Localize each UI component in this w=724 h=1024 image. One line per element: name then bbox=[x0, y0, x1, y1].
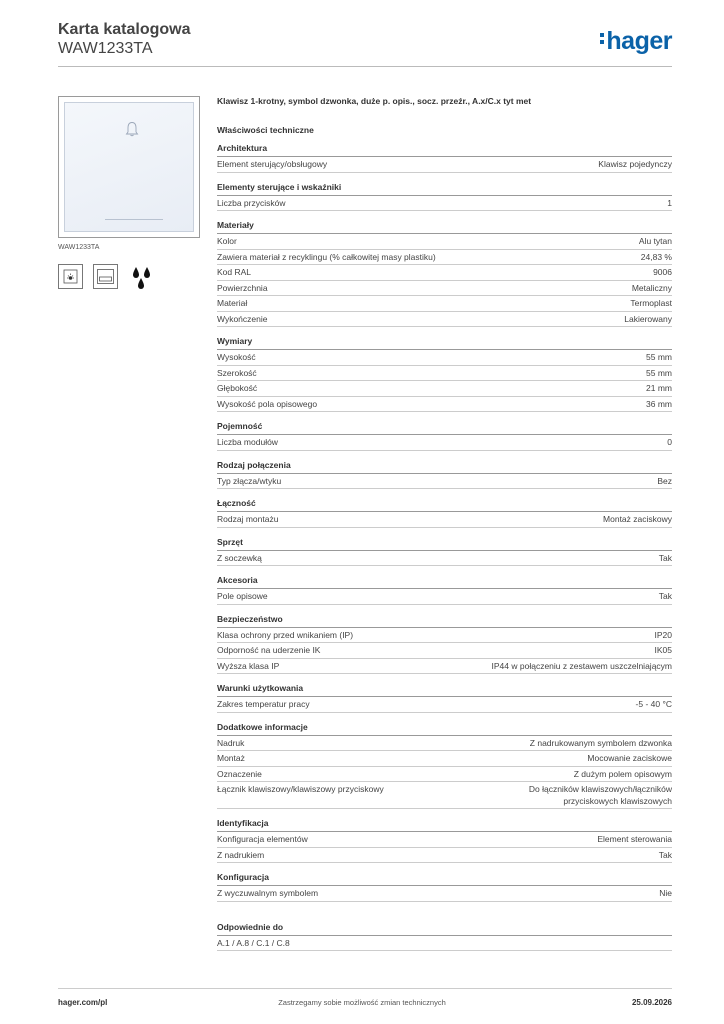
spec-value: Lakierowany bbox=[624, 313, 672, 324]
spec-row bbox=[217, 751, 672, 767]
section-heading: Rodzaj połączenia bbox=[217, 460, 672, 474]
spec-key: Kolor bbox=[217, 236, 237, 246]
spec-value: IP20 bbox=[654, 629, 672, 640]
spec-section bbox=[217, 143, 672, 173]
spec-value: Element sterowania bbox=[597, 834, 672, 844]
section-heading: Warunki użytkowania bbox=[217, 683, 672, 697]
spec-section bbox=[217, 683, 672, 713]
spec-value: 1 bbox=[667, 197, 672, 208]
spec-key: Pole opisowe bbox=[217, 591, 268, 601]
spec-key: Konfiguracja elementów bbox=[217, 834, 308, 844]
spec-section bbox=[217, 460, 672, 490]
label-field-icon bbox=[93, 264, 118, 289]
spec-value: IP44 w połączeniu z zestawem uszczelniającym bbox=[491, 660, 672, 671]
spec-value: Termoplast bbox=[630, 298, 672, 308]
spec-section bbox=[217, 498, 672, 528]
spec-value: Metaliczny bbox=[631, 282, 672, 293]
section-heading: Konfiguracja bbox=[217, 872, 672, 886]
suitable-value: A.1 / A.8 / C.1 / C.8 bbox=[217, 937, 290, 948]
spec-row bbox=[217, 435, 672, 451]
spec-key: Klasa ochrony przed wnikaniem (IP) bbox=[217, 629, 354, 640]
spec-row bbox=[217, 234, 672, 250]
spec-value: Tak bbox=[658, 591, 672, 601]
product-description: Klawisz 1-krotny, symbol dzwonka, duże p. opis., socz. przeźr., A.x/C.x tyt met bbox=[217, 96, 532, 106]
label-field-line bbox=[105, 219, 163, 220]
spec-section bbox=[217, 575, 672, 605]
spec-value: Z nadrukowanym symbolem dzwonka bbox=[529, 737, 672, 748]
spec-value: Nie bbox=[659, 888, 672, 898]
spec-row bbox=[217, 265, 672, 281]
spec-key: Odporność na uderzenie IK bbox=[217, 645, 321, 655]
spec-key: Kod RAL bbox=[217, 267, 252, 277]
spec-key: Materiał bbox=[217, 298, 248, 308]
suitable-heading: Odpowiednie do bbox=[217, 922, 672, 936]
document-header bbox=[58, 20, 190, 58]
spec-section bbox=[217, 872, 672, 902]
spec-row bbox=[217, 832, 672, 848]
water-drops-icon bbox=[128, 264, 155, 291]
spec-value: 36 mm bbox=[646, 398, 672, 409]
spec-key: Wyższa klasa IP bbox=[217, 660, 280, 671]
spec-section bbox=[217, 537, 672, 567]
section-heading: Dodatkowe informacje bbox=[217, 722, 672, 736]
section-heading: Pojemność bbox=[217, 421, 672, 435]
spec-row bbox=[217, 157, 672, 173]
spec-key: Łącznik klawiszowy/klawiszowy przyciskowy bbox=[217, 784, 384, 794]
spec-key: Z wyczuwalnym symbolem bbox=[217, 888, 319, 898]
spec-row bbox=[217, 366, 672, 382]
spec-key: Liczba przycisków bbox=[217, 197, 286, 208]
spec-row bbox=[217, 736, 672, 752]
spec-value: 24,83 % bbox=[640, 251, 672, 262]
spec-value: Montaż zaciskowy bbox=[603, 514, 672, 524]
spec-row bbox=[217, 381, 672, 397]
product-code: WAW1233TA bbox=[58, 40, 153, 57]
hager-logo[interactable] bbox=[600, 27, 672, 56]
header-divider bbox=[58, 66, 672, 67]
spec-key: Wysokość bbox=[217, 352, 256, 362]
spec-row bbox=[217, 474, 672, 490]
spec-section bbox=[217, 182, 672, 212]
spec-key: Z nadrukiem bbox=[217, 849, 265, 860]
spec-value: 55 mm bbox=[646, 352, 672, 362]
spec-key: Z soczewką bbox=[217, 552, 262, 563]
footer-divider bbox=[58, 988, 672, 989]
spec-value: 9006 bbox=[653, 267, 672, 277]
spec-key: Powierzchnia bbox=[217, 282, 268, 293]
spec-row bbox=[217, 697, 672, 713]
spec-value: Do łączników klawiszowych/łączników przyciskowych klawiszowych bbox=[528, 784, 672, 806]
spec-key: Zawiera materiał z recyklingu (% całkowitej masy plastiku) bbox=[217, 251, 436, 262]
spec-row bbox=[217, 512, 672, 528]
spec-row bbox=[217, 312, 672, 328]
spec-row bbox=[217, 886, 672, 902]
spec-key: Wysokość pola opisowego bbox=[217, 398, 318, 409]
spec-row bbox=[217, 589, 672, 605]
image-caption: WAW1233TA bbox=[58, 244, 100, 251]
spec-row bbox=[217, 643, 672, 659]
product-image bbox=[58, 96, 200, 238]
spec-key: Montaż bbox=[217, 753, 245, 763]
spec-value: Tak bbox=[658, 552, 672, 563]
section-heading: Bezpieczeństwo bbox=[217, 614, 672, 628]
section-heading: Elementy sterujące i wskaźniki bbox=[217, 182, 672, 196]
spec-key: Liczba modułów bbox=[217, 437, 278, 447]
spec-key: Głębokość bbox=[217, 383, 258, 393]
tech-properties-heading: Właściwości techniczne bbox=[217, 125, 314, 135]
spec-section bbox=[217, 421, 672, 451]
bell-icon bbox=[125, 121, 139, 137]
spec-row bbox=[217, 350, 672, 366]
spec-value: Alu tytan bbox=[638, 236, 672, 246]
spec-row bbox=[217, 397, 672, 413]
spec-row bbox=[217, 281, 672, 297]
spec-row bbox=[217, 196, 672, 212]
spec-section bbox=[217, 336, 672, 412]
spec-key: Oznaczenie bbox=[217, 768, 262, 779]
spec-key: Szerokość bbox=[217, 367, 257, 378]
feature-icons bbox=[58, 264, 155, 291]
spec-key: Rodzaj montażu bbox=[217, 514, 279, 524]
spec-row bbox=[217, 767, 672, 783]
spec-value: Z dużym polem opisowym bbox=[573, 768, 672, 779]
spec-content bbox=[217, 96, 672, 951]
section-heading: Sprzęt bbox=[217, 537, 672, 551]
section-heading: Architektura bbox=[217, 143, 672, 157]
spec-value: Mocowanie zaciskowe bbox=[587, 753, 672, 763]
section-heading: Materiały bbox=[217, 220, 672, 234]
section-heading: Wymiary bbox=[217, 336, 672, 350]
spec-section bbox=[217, 818, 672, 863]
spec-value: Klawisz pojedynczy bbox=[598, 159, 672, 169]
spec-row bbox=[217, 250, 672, 266]
spec-key: Typ złącza/wtyku bbox=[217, 475, 282, 486]
spec-key: Zakres temperatur pracy bbox=[217, 699, 310, 709]
footer-website-link[interactable]: hager.com/pl bbox=[58, 998, 108, 1007]
spec-key: Wykończenie bbox=[217, 313, 268, 324]
spec-section bbox=[217, 614, 672, 675]
spec-value: Bez bbox=[657, 475, 672, 486]
footer-date: 25.09.2026 bbox=[631, 998, 672, 1007]
spec-sections bbox=[217, 143, 672, 902]
document-title: Karta katalogowa bbox=[58, 21, 191, 38]
logo-text: hager bbox=[606, 27, 672, 55]
spec-value: 0 bbox=[667, 437, 672, 447]
spec-row bbox=[217, 628, 672, 644]
section-heading: Łączność bbox=[217, 498, 672, 512]
section-heading: Identyfikacja bbox=[217, 818, 672, 832]
light-sensor-icon bbox=[58, 264, 83, 289]
spec-value: 55 mm bbox=[646, 367, 672, 378]
spec-section bbox=[217, 722, 672, 810]
spec-key: Element sterujący/obsługowy bbox=[217, 159, 328, 169]
spec-value: 21 mm bbox=[646, 383, 672, 393]
suitable-row bbox=[217, 936, 672, 952]
spec-row bbox=[217, 296, 672, 312]
spec-section bbox=[217, 220, 672, 327]
spec-row bbox=[217, 659, 672, 675]
spec-key: Nadruk bbox=[217, 737, 245, 748]
footer-disclaimer: Zastrzegamy sobie możliwość zmian technicznych bbox=[278, 998, 446, 1007]
spec-row bbox=[217, 848, 672, 864]
section-heading: Akcesoria bbox=[217, 575, 672, 589]
spec-row bbox=[217, 782, 672, 809]
spec-value: IK05 bbox=[654, 645, 672, 655]
spec-value: Tak bbox=[658, 849, 672, 860]
spec-value: -5 - 40 °C bbox=[635, 699, 672, 709]
spec-row bbox=[217, 551, 672, 567]
